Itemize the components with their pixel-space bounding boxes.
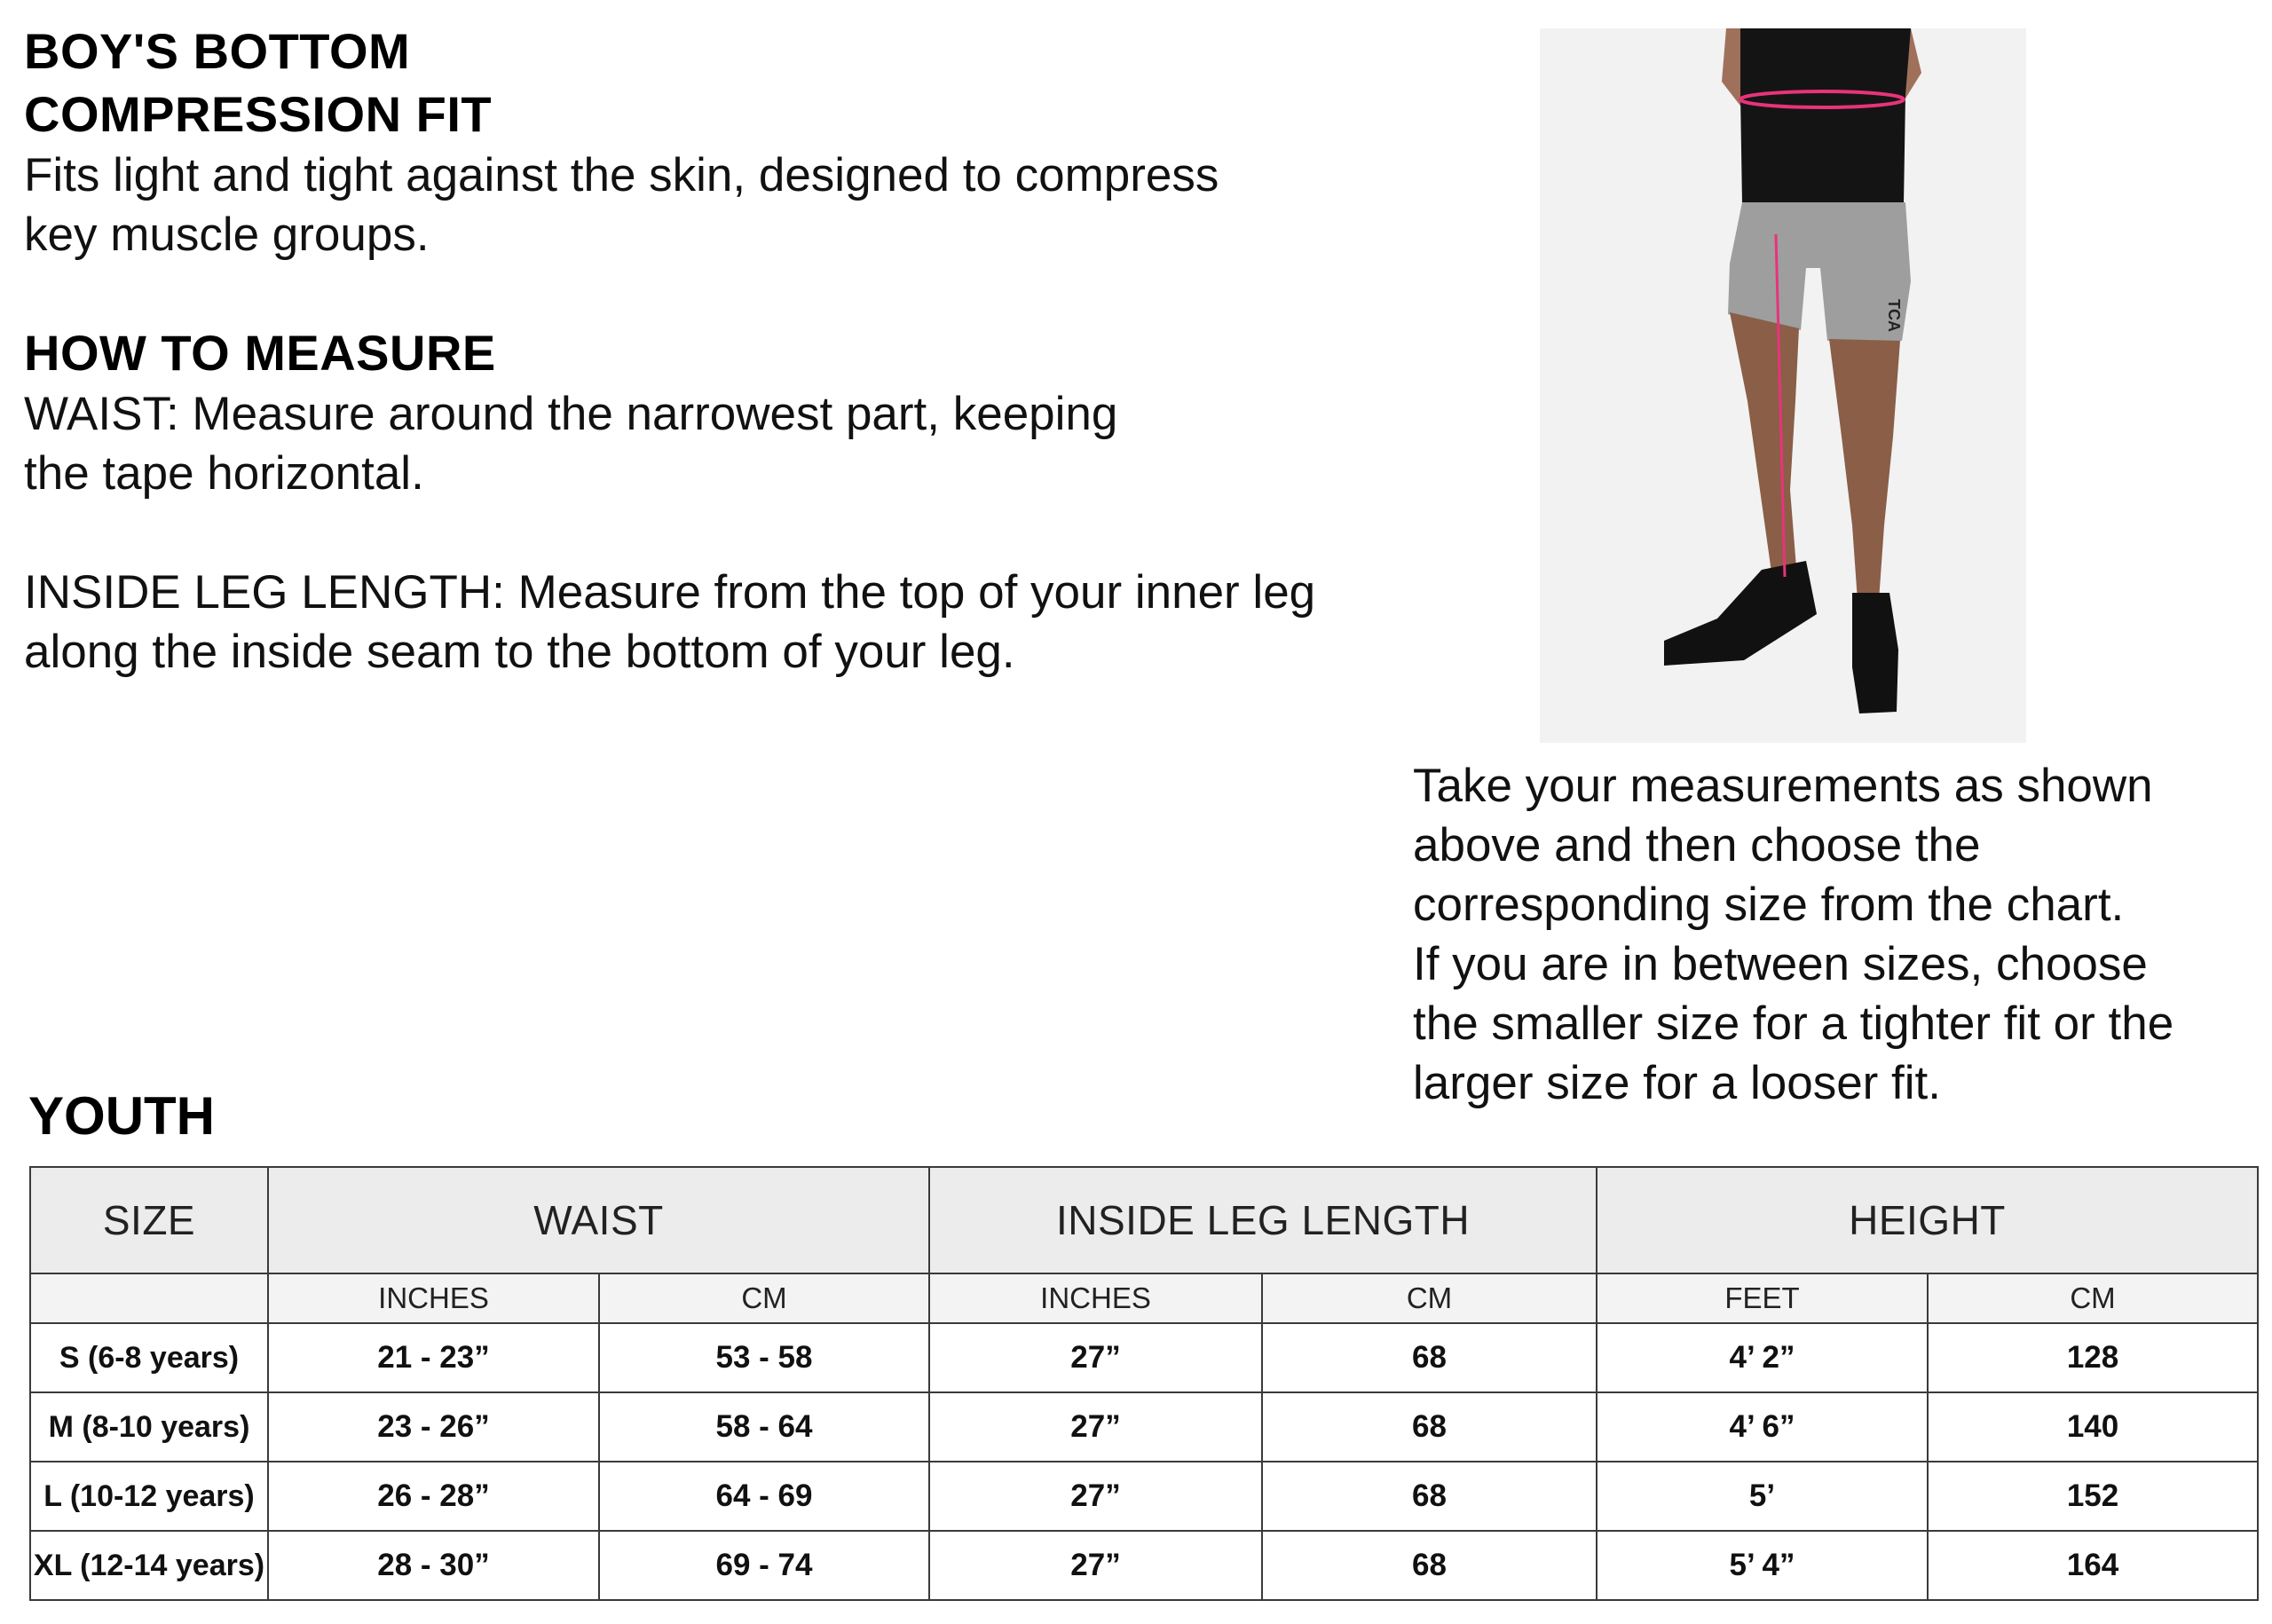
how-to-measure-title: HOW TO MEASURE — [24, 325, 496, 381]
subheader-waist-cm: CM — [599, 1273, 929, 1323]
table-subheader-row — [30, 1273, 2258, 1323]
leg-inches-cell: 27” — [929, 1462, 1262, 1531]
height-cm-cell: 128 — [1928, 1323, 2258, 1392]
height-cm-cell: 164 — [1928, 1531, 2258, 1600]
leg-cm-cell: 68 — [1262, 1462, 1597, 1531]
size-cell: S (6-8 years) — [30, 1323, 268, 1392]
leg-inches-cell: 27” — [929, 1323, 1262, 1392]
header-waist: WAIST — [268, 1167, 929, 1273]
leg-cm-cell: 68 — [1262, 1323, 1597, 1392]
model-illustration — [1540, 28, 2026, 743]
height-feet-cell: 4’ 6” — [1597, 1392, 1928, 1462]
how-to-measure-section — [24, 321, 1444, 682]
height-feet-cell: 5’ — [1597, 1462, 1928, 1531]
waist-inches-cell: 26 - 28” — [268, 1462, 599, 1531]
table-row — [30, 1392, 2258, 1462]
subheader-size — [30, 1273, 268, 1323]
height-feet-cell: 5’ 4” — [1597, 1531, 1928, 1600]
leg-inches-cell: 27” — [929, 1392, 1262, 1462]
model-photo — [1540, 28, 2026, 743]
fit-title-line2: COMPRESSION FIT — [24, 86, 493, 142]
size-selection-instructions: Take your measurements as shown above and then choose the corresponding size from the chart. If you are in between sizes, choose the smaller size for a tighter fit or the larger size for a looser fit. — [1413, 760, 2174, 1109]
waist-instruction: WAIST: Measure around the narrowest part, keeping the tape horizontal. — [24, 388, 1118, 500]
height-feet-cell: 4’ 2” — [1597, 1323, 1928, 1392]
leg-cm-cell: 68 — [1262, 1531, 1597, 1600]
inside-leg-instruction: INSIDE LEG LENGTH: Measure from the top of your inner leg along the inside seam to the bottom of your leg. — [24, 566, 1316, 678]
table-header-row — [30, 1167, 2258, 1273]
leg-inches-cell: 27” — [929, 1531, 1262, 1600]
youth-title: YOUTH — [28, 1086, 215, 1146]
subheader-waist-inches: INCHES — [268, 1273, 599, 1323]
fit-title-line1: BOY'S BOTTOM — [24, 23, 411, 79]
header-height: HEIGHT — [1597, 1167, 2258, 1273]
table-row — [30, 1531, 2258, 1600]
header-size: SIZE — [30, 1167, 268, 1273]
logo-text: TCA — [1885, 299, 1903, 332]
waist-inches-cell: 28 - 30” — [268, 1531, 599, 1600]
height-cm-cell: 140 — [1928, 1392, 2258, 1462]
waist-inches-cell: 23 - 26” — [268, 1392, 599, 1462]
header-inside-leg-length: INSIDE LEG LENGTH — [929, 1167, 1597, 1273]
size-chart-table — [29, 1166, 2259, 1601]
waist-cm-cell: 64 - 69 — [599, 1462, 929, 1531]
size-cell: L (10-12 years) — [30, 1462, 268, 1531]
waist-inches-cell: 21 - 23” — [268, 1323, 599, 1392]
table-row — [30, 1462, 2258, 1531]
subheader-leg-cm: CM — [1262, 1273, 1597, 1323]
subheader-leg-inches: INCHES — [929, 1273, 1262, 1323]
waist-cm-cell: 53 - 58 — [599, 1323, 929, 1392]
fit-description: Fits light and tight against the skin, designed to compress key muscle groups. — [24, 149, 1219, 261]
table-row — [30, 1323, 2258, 1392]
subheader-height-feet: FEET — [1597, 1273, 1928, 1323]
waist-cm-cell: 58 - 64 — [599, 1392, 929, 1462]
fit-section — [24, 20, 1408, 264]
waist-cm-cell: 69 - 74 — [599, 1531, 929, 1600]
height-cm-cell: 152 — [1928, 1462, 2258, 1531]
size-cell: XL (12-14 years) — [30, 1531, 268, 1600]
size-cell: M (8-10 years) — [30, 1392, 268, 1462]
subheader-height-cm: CM — [1928, 1273, 2258, 1323]
leg-cm-cell: 68 — [1262, 1392, 1597, 1462]
